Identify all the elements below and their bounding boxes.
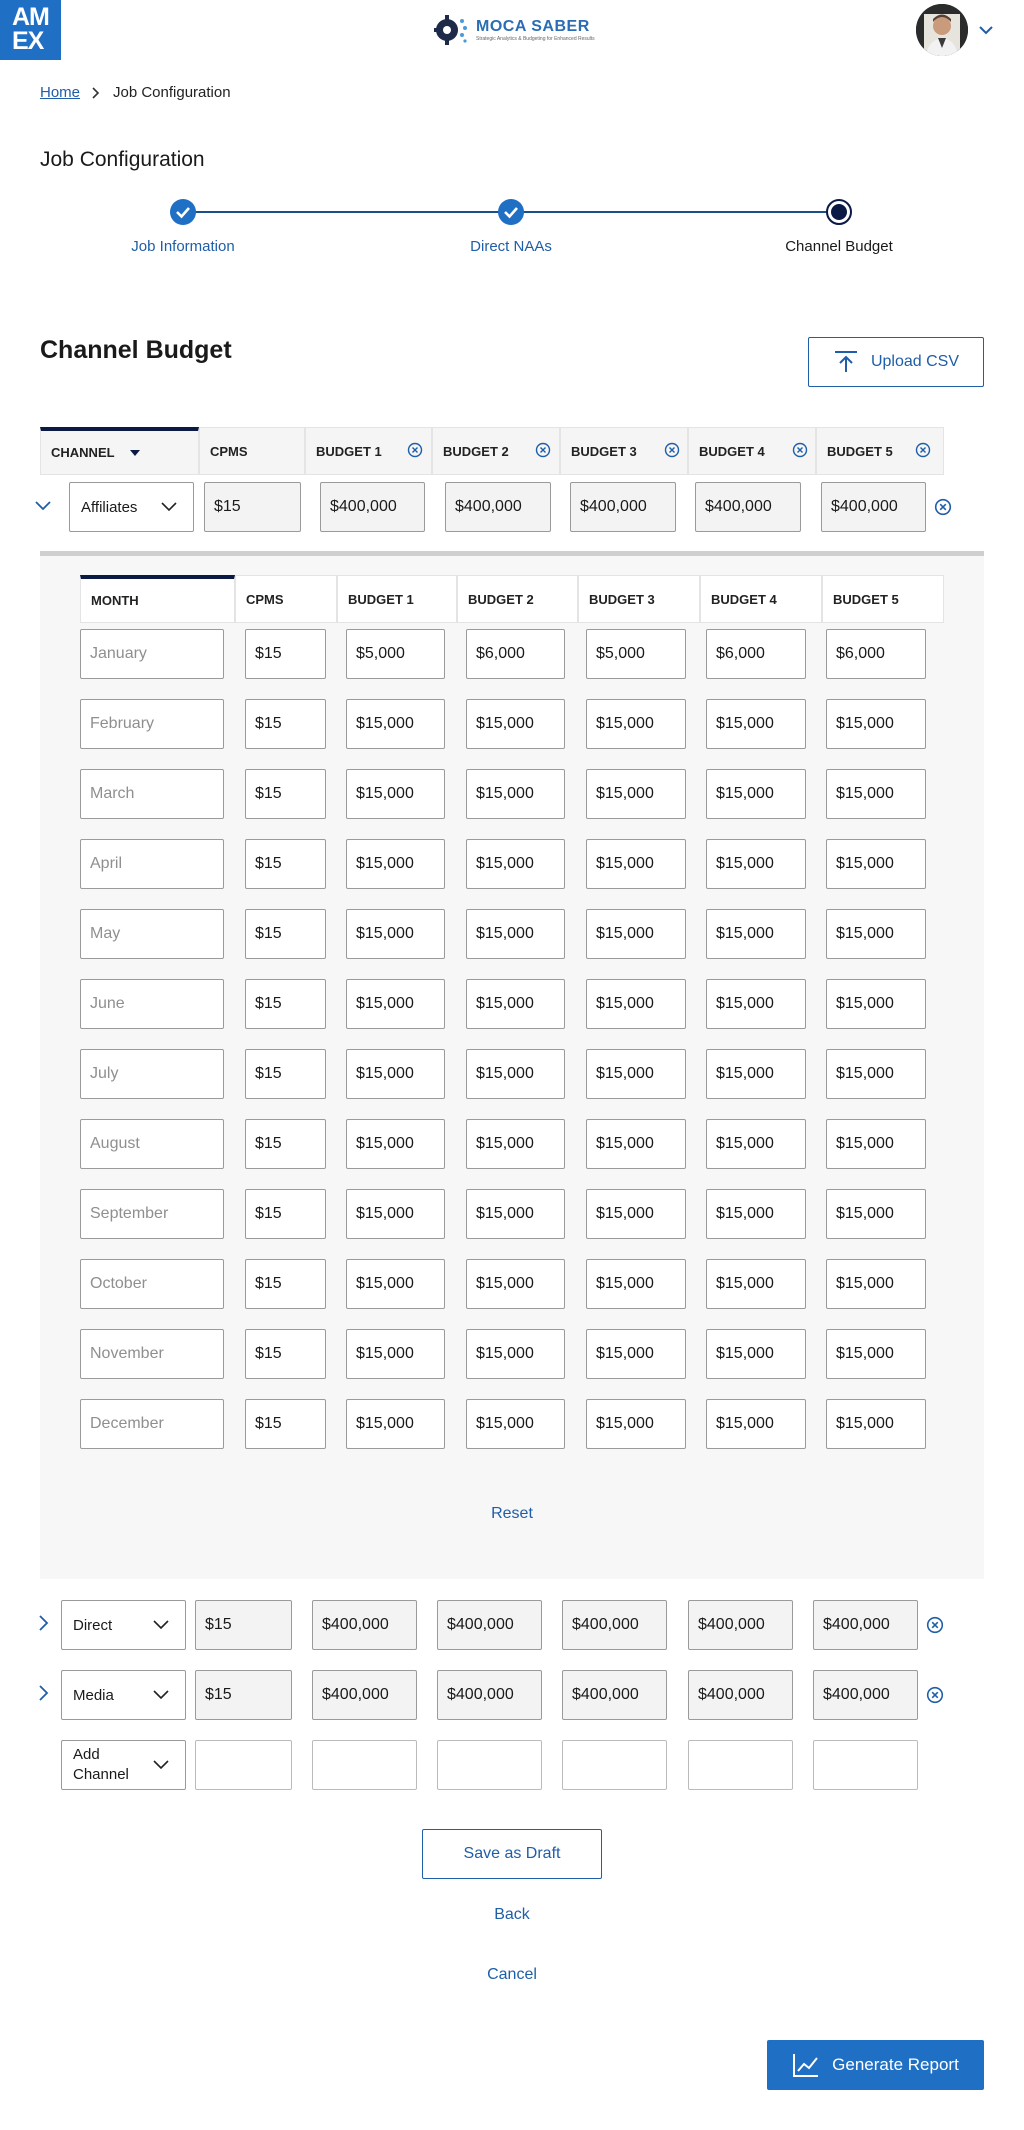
- month-cpms-input[interactable]: $15: [245, 1049, 326, 1099]
- chevron-down-icon: [161, 501, 177, 513]
- month-budget-1-input[interactable]: $15,000: [346, 1049, 445, 1099]
- save-as-draft-button[interactable]: [422, 1829, 602, 1879]
- month-budget-5-input[interactable]: $15,000: [826, 769, 926, 819]
- affiliates-budget-2-input[interactable]: $400,000: [445, 482, 551, 532]
- new-budget-3-input[interactable]: [562, 1740, 667, 1790]
- remove-direct-row-icon[interactable]: [926, 1616, 944, 1634]
- month-col-header-budget-2-label: BUDGET 2: [468, 591, 534, 607]
- logo-line-1: AM: [12, 3, 49, 31]
- month-budget-3-input[interactable]: $15,000: [586, 1259, 686, 1309]
- month-budget-5-input[interactable]: $15,000: [826, 909, 926, 959]
- media-budget-4-input[interactable]: $400,000: [688, 1670, 793, 1720]
- col-header-cpms-label: CPMS: [210, 443, 248, 459]
- month-col-header-budget-4: [700, 575, 822, 623]
- month-cpms-input[interactable]: $15: [245, 909, 326, 959]
- month-col-header-budget-2: [457, 575, 578, 623]
- affiliates-budget-3-input[interactable]: $400,000: [570, 482, 676, 532]
- month-budget-2-input[interactable]: $15,000: [466, 1259, 565, 1309]
- month-col-header-budget-4-label: BUDGET 4: [711, 591, 777, 607]
- month-col-header-budget-1: [337, 575, 457, 623]
- month-field[interactable]: May: [80, 909, 224, 959]
- month-cpms-input[interactable]: $15: [245, 839, 326, 889]
- month-budget-5-input[interactable]: $15,000: [826, 1049, 926, 1099]
- upload-icon: [833, 350, 859, 374]
- media-budget-3-input[interactable]: $400,000: [562, 1670, 667, 1720]
- month-budget-4-input[interactable]: $15,000: [706, 909, 806, 959]
- month-budget-1-input[interactable]: $15,000: [346, 979, 445, 1029]
- step-label-job-information[interactable]: Job Information: [131, 238, 235, 255]
- month-cpms-input[interactable]: $15: [245, 1329, 326, 1379]
- month-budget-3-input[interactable]: $15,000: [586, 699, 686, 749]
- direct-budget-5-input[interactable]: $400,000: [813, 1600, 918, 1650]
- month-budget-4-input[interactable]: $15,000: [706, 1329, 806, 1379]
- month-budget-3-input[interactable]: $15,000: [586, 1049, 686, 1099]
- avatar-image: [916, 4, 968, 56]
- month-budget-4-input[interactable]: $15,000: [706, 1119, 806, 1169]
- channel-select-value: Media: [73, 1686, 114, 1704]
- add-channel-label: Add Channel: [73, 1746, 129, 1783]
- month-budget-4-input[interactable]: $15,000: [706, 1189, 806, 1239]
- month-budget-1-input[interactable]: $15,000: [346, 1189, 445, 1239]
- step-label-channel-budget: Channel Budget: [785, 238, 893, 255]
- step-1-complete-icon[interactable]: [170, 199, 196, 225]
- channel-select-value: Affiliates: [81, 498, 138, 516]
- remove-budget-2-icon[interactable]: [535, 442, 551, 458]
- col-header-budget-3-label: BUDGET 3: [571, 443, 637, 459]
- month-budget-1-input[interactable]: $5,000: [346, 629, 445, 679]
- back-button[interactable]: Back: [494, 1906, 530, 1923]
- month-budget-4-input[interactable]: $15,000: [706, 1259, 806, 1309]
- month-cpms-input[interactable]: $15: [245, 699, 326, 749]
- month-budget-3-input[interactable]: $15,000: [586, 769, 686, 819]
- month-budget-5-input[interactable]: $15,000: [826, 1259, 926, 1309]
- new-budget-4-input[interactable]: [688, 1740, 793, 1790]
- month-budget-5-input[interactable]: $15,000: [826, 1119, 926, 1169]
- stepper-line-1: [183, 211, 511, 213]
- month-budget-3-input[interactable]: $15,000: [586, 979, 686, 1029]
- step-2-complete-icon[interactable]: [498, 199, 524, 225]
- month-col-header-cpms: [235, 575, 337, 623]
- collapse-row-chevron-icon[interactable]: [34, 499, 52, 513]
- month-budget-5-input[interactable]: $6,000: [826, 629, 926, 679]
- month-budget-4-input[interactable]: $15,000: [706, 769, 806, 819]
- month-col-header-budget-3: [578, 575, 700, 623]
- chevron-down-icon: [153, 1689, 169, 1701]
- expand-row-chevron-icon[interactable]: [36, 1614, 50, 1632]
- direct-budget-1-input[interactable]: $400,000: [312, 1600, 417, 1650]
- month-budget-5-input[interactable]: $15,000: [826, 699, 926, 749]
- user-avatar[interactable]: [916, 4, 968, 56]
- media-budget-2-input[interactable]: $400,000: [437, 1670, 542, 1720]
- brand-name: MOCA SABER: [476, 18, 590, 35]
- month-budget-5-input[interactable]: $15,000: [826, 1399, 926, 1449]
- upload-csv-label: Upload CSV: [870, 353, 960, 370]
- month-budget-2-input[interactable]: $15,000: [466, 699, 565, 749]
- month-budget-3-input[interactable]: $15,000: [586, 1399, 686, 1449]
- gear-logo-icon: [432, 11, 470, 49]
- month-budget-3-input[interactable]: $15,000: [586, 1329, 686, 1379]
- month-budget-4-input[interactable]: $15,000: [706, 839, 806, 889]
- month-field[interactable]: June: [80, 979, 224, 1029]
- month-budget-1-input[interactable]: $15,000: [346, 1399, 445, 1449]
- month-field[interactable]: July: [80, 1049, 224, 1099]
- col-header-month-label: MONTH: [91, 593, 139, 608]
- col-header-cpms: [199, 427, 305, 475]
- media-budget-1-input[interactable]: $400,000: [312, 1670, 417, 1720]
- month-field[interactable]: August: [80, 1119, 224, 1169]
- month-budget-1-input[interactable]: $15,000: [346, 1329, 445, 1379]
- month-cpms-input[interactable]: $15: [245, 769, 326, 819]
- month-budget-2-input[interactable]: $15,000: [466, 909, 565, 959]
- generate-report-label: Generate Report: [832, 2055, 959, 2074]
- brand-tagline: Strategic Analytics & Budgeting for Enhanced Results: [476, 36, 595, 42]
- month-budget-1-input[interactable]: $15,000: [346, 1259, 445, 1309]
- col-header-budget-5-label: BUDGET 5: [827, 443, 893, 459]
- month-budget-2-input[interactable]: $15,000: [466, 1189, 565, 1239]
- col-header-budget-2-label: BUDGET 2: [443, 443, 509, 459]
- remove-budget-5-icon[interactable]: [915, 442, 931, 458]
- month-budget-4-input[interactable]: $6,000: [706, 629, 806, 679]
- sort-down-icon[interactable]: [129, 448, 141, 458]
- affiliates-budget-5-input[interactable]: $400,000: [821, 482, 926, 532]
- breadcrumb-home-link[interactable]: Home: [40, 84, 81, 101]
- reset-button[interactable]: Reset: [491, 1505, 533, 1522]
- month-field[interactable]: March: [80, 769, 224, 819]
- direct-budget-3-input[interactable]: $400,000: [562, 1600, 667, 1650]
- month-cpms-input[interactable]: $15: [245, 1189, 326, 1239]
- channel-select-value: Direct: [73, 1616, 113, 1634]
- month-budget-3-input[interactable]: $15,000: [586, 1189, 686, 1239]
- month-budget-2-input[interactable]: $15,000: [466, 1119, 565, 1169]
- month-budget-2-input[interactable]: $15,000: [466, 1049, 565, 1099]
- breadcrumb-current: Job Configuration: [113, 84, 231, 101]
- direct-budget-4-input[interactable]: $400,000: [688, 1600, 793, 1650]
- channel-select-media[interactable]: [61, 1670, 186, 1720]
- month-budget-1-input[interactable]: $15,000: [346, 1119, 445, 1169]
- stepper-line-2: [511, 211, 840, 213]
- month-field[interactable]: September: [80, 1189, 224, 1239]
- breadcrumb-chevron-icon: [91, 84, 101, 102]
- month-budget-4-input[interactable]: $15,000: [706, 699, 806, 749]
- save-as-draft-label: Save as Draft: [463, 1845, 561, 1862]
- month-field[interactable]: January: [80, 629, 224, 679]
- step-label-direct-naas[interactable]: Direct NAAs: [470, 238, 552, 255]
- month-field[interactable]: April: [80, 839, 224, 889]
- direct-budget-2-input[interactable]: $400,000: [437, 1600, 542, 1650]
- remove-budget-1-icon[interactable]: [407, 442, 423, 458]
- month-budget-4-input[interactable]: $15,000: [706, 1049, 806, 1099]
- add-channel-select[interactable]: [61, 1740, 186, 1790]
- col-header-month: [80, 575, 235, 623]
- affiliates-budget-1-input[interactable]: $400,000: [320, 482, 425, 532]
- affiliates-budget-4-input[interactable]: $400,000: [695, 482, 801, 532]
- cancel-button[interactable]: Cancel: [487, 1966, 537, 1983]
- remove-budget-3-icon[interactable]: [664, 442, 680, 458]
- chart-line-icon: [792, 2052, 820, 2078]
- remove-media-row-icon[interactable]: [926, 1686, 944, 1704]
- remove-budget-4-icon[interactable]: [792, 442, 808, 458]
- affiliates-cpms-input[interactable]: $15: [204, 482, 301, 532]
- month-cpms-input[interactable]: $15: [245, 1259, 326, 1309]
- month-col-header-budget-5-label: BUDGET 5: [833, 591, 899, 607]
- month-budget-5-input[interactable]: $15,000: [826, 1329, 926, 1379]
- new-budget-1-input[interactable]: [312, 1740, 417, 1790]
- month-cpms-input[interactable]: $15: [245, 1119, 326, 1169]
- page-title: Job Configuration: [40, 148, 205, 171]
- month-field[interactable]: December: [80, 1399, 224, 1449]
- month-budget-2-input[interactable]: $15,000: [466, 839, 565, 889]
- new-budget-5-input[interactable]: [813, 1740, 918, 1790]
- upload-csv-button[interactable]: [808, 337, 984, 387]
- month-cpms-input[interactable]: $15: [245, 979, 326, 1029]
- new-budget-2-input[interactable]: [437, 1740, 542, 1790]
- expand-row-chevron-icon[interactable]: [36, 1684, 50, 1702]
- month-cpms-input[interactable]: $15: [245, 1399, 326, 1449]
- chevron-down-icon: [153, 1759, 169, 1771]
- month-field[interactable]: November: [80, 1329, 224, 1379]
- month-budget-2-input[interactable]: $15,000: [466, 1399, 565, 1449]
- month-field[interactable]: February: [80, 699, 224, 749]
- month-budget-3-input[interactable]: $15,000: [586, 909, 686, 959]
- col-header-budget-1-label: BUDGET 1: [316, 443, 382, 459]
- media-budget-5-input[interactable]: $400,000: [813, 1670, 918, 1720]
- month-budget-3-input[interactable]: $5,000: [586, 629, 686, 679]
- month-budget-4-input[interactable]: $15,000: [706, 1399, 806, 1449]
- remove-affiliates-row-icon[interactable]: [934, 498, 952, 516]
- month-col-header-budget-1-label: BUDGET 1: [348, 591, 414, 607]
- month-budget-1-input[interactable]: $15,000: [346, 839, 445, 889]
- media-cpms-input[interactable]: $15: [195, 1670, 292, 1720]
- month-budget-5-input[interactable]: $15,000: [826, 1189, 926, 1239]
- direct-cpms-input[interactable]: $15: [195, 1600, 292, 1650]
- month-field[interactable]: October: [80, 1259, 224, 1309]
- logo-line-2: EX: [12, 27, 44, 55]
- amex-logo[interactable]: [0, 0, 61, 60]
- month-budget-5-input[interactable]: $15,000: [826, 839, 926, 889]
- month-budget-5-input[interactable]: $15,000: [826, 979, 926, 1029]
- section-title: Channel Budget: [40, 336, 232, 364]
- brand: [432, 10, 595, 50]
- month-budget-1-input[interactable]: $15,000: [346, 909, 445, 959]
- month-cpms-input[interactable]: $15: [245, 629, 326, 679]
- month-col-header-cpms-label: CPMS: [246, 591, 284, 607]
- user-menu-chevron-icon[interactable]: [978, 22, 994, 38]
- step-3-current-icon[interactable]: [826, 199, 852, 225]
- col-header-channel-label: CHANNEL: [51, 445, 115, 460]
- month-budget-1-input[interactable]: $15,000: [346, 699, 445, 749]
- chevron-down-icon: [153, 1619, 169, 1631]
- month-budget-4-input[interactable]: $15,000: [706, 979, 806, 1029]
- month-budget-2-input[interactable]: $15,000: [466, 769, 565, 819]
- col-header-budget-4-label: BUDGET 4: [699, 443, 765, 459]
- month-budget-2-input[interactable]: $6,000: [466, 629, 565, 679]
- generate-report-button[interactable]: [767, 2040, 984, 2090]
- month-col-header-budget-3-label: BUDGET 3: [589, 591, 655, 607]
- month-budget-3-input[interactable]: $15,000: [586, 1119, 686, 1169]
- month-budget-3-input[interactable]: $15,000: [586, 839, 686, 889]
- channel-select-direct[interactable]: [61, 1600, 186, 1650]
- month-budget-1-input[interactable]: $15,000: [346, 769, 445, 819]
- month-budget-2-input[interactable]: $15,000: [466, 979, 565, 1029]
- month-col-header-budget-5: [822, 575, 944, 623]
- channel-select-affiliates[interactable]: [69, 482, 194, 532]
- month-budget-2-input[interactable]: $15,000: [466, 1329, 565, 1379]
- new-cpms-input[interactable]: [195, 1740, 292, 1790]
- col-header-channel[interactable]: [40, 427, 199, 475]
